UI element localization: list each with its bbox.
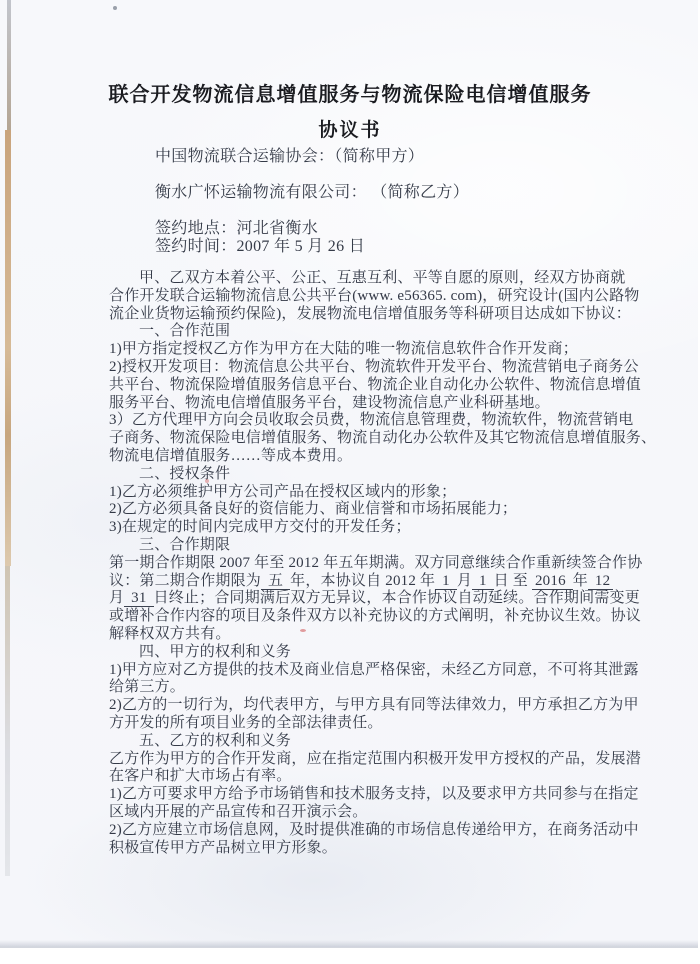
party-b-line: 衡水广怀运输物流有限公司： （简称乙方） [155,184,470,201]
body-line: 解释权双方共有。 [109,625,231,642]
underlined-blank: 五 [261,573,290,590]
body-line: 乙方作为甲方的合作开发商，应在指定范围内积极开发甲方授权的产品，发展潜 [109,750,642,767]
underlined-blank: 31 [124,590,153,607]
body-line: 合作开发联合运输物流信息公共平台(www. e56365. com)，研究设计(国内公路物 [109,287,640,304]
body-line: 二、授权条件 [139,465,231,482]
body-line: 1)乙方可要求甲方给予市场销售和技术服务支持，以及要求甲方共同参与在指定 [109,786,639,803]
body-line: 1)甲方指定授权乙方作为甲方在大陆的唯一物流信息软件合作开发商； [109,341,578,358]
underlined-blank: 12 [588,573,613,590]
body-line: 三、合作期限 [139,536,231,553]
underlined-blank: 1 [472,573,494,590]
body-text [109,270,657,857]
scan-speck-red [205,479,209,483]
page-bottom-shadow [0,940,698,948]
body-line: 子商务、物流保险电信增值服务、物流自动化办公软件及其它物流信息增值服务、 [109,430,657,447]
body-line: 一、合作范围 [139,323,231,340]
body-line: 3)在规定的时间内完成甲方交付的开发任务； [109,519,411,536]
body-line: 流企业货物运输预约保险)，发展物流电信增值服务等科研项目达成如下协议： [109,305,631,322]
body-line: 服务平台、物流电信增值服务平台，建设物流信息产业科研基地。 [109,394,550,411]
body-line: 月 31 日终止；合同期满后双方无异议，本合作协议自动延续。合作期间需变更 [109,590,640,607]
body-line: 物流电信增值服务……等成本费用。 [109,447,353,464]
body-line: 五、乙方的权利和义务 [139,732,292,749]
document-subtitle: 协议书 [318,120,382,141]
body-line: 3）乙方代理甲方向会员收取会员费，物流信息管理费，物流软件，物流营销电 [109,412,634,429]
body-line: 方开发的所有项目业务的全部法律责任。 [109,714,383,731]
body-line: 给第三方。 [109,679,186,696]
body-line: 区域内开展的产品宣传和召开演示会。 [109,803,368,820]
body-line: 2)授权开发项目：物流信息公共平台、物流软件开发平台、物流营销电子商务公 [109,358,639,375]
body-line: 在客户和扩大市场占有率。 [109,768,292,785]
body-line: 四、甲方的权利和义务 [139,643,292,660]
scan-edge-strip-lower [5,566,10,876]
sign-place-line: 签约地点：河北省衡水 [155,220,319,237]
body-line: 2)乙方应建立市场信息网，及时提供准确的市场信息传递给甲方，在商务活动中 [109,821,639,838]
body-line: 或增补合作内容的项目及条件双方以补充协议的方式阐明，补充协议生效。协议 [109,608,642,625]
body-line: 2)乙方的一切行为，均代表甲方，与甲方具有同等法律效力，甲方承担乙方为甲 [109,697,639,714]
body-line: 第一期合作期限 2007 年至 2012 年五年期满。双方同意继续合作重新续签合作协 [109,554,643,571]
underlined-blank: 2016 [532,573,573,590]
party-a-line: 中国物流联合运输协会：（简称甲方） [155,148,425,165]
scan-speck-gray [113,6,117,10]
scan-speck-red [300,629,306,632]
body-line: 议：第二期合作期限为 五 年，本协议自 2012 年 1 月 1 日 至 2016 年 12 [109,573,654,591]
body-line: 1)甲方应对乙方提供的技术及商业信息严格保密，未经乙方同意，不可将其泄露 [109,661,639,678]
body-line: 积极宣传甲方产品树立甲方形象。 [109,839,338,856]
scan-edge-strip-top [7,0,11,132]
document-title: 联合开发物流信息增值服务与物流保险电信增值服务 [108,84,592,106]
body-line: 2)乙方必须具备良好的资信能力、商业信誉和市场拓展能力； [109,501,518,518]
body-line: 甲、乙双方本着公平、公正、互惠互利、平等自愿的原则，经双方协商就 [139,270,626,286]
underlined-blank: 1 [435,573,457,590]
body-line: 共平台、物流保险增值服务信息平台、物流企业自动化办公软件、物流信息增值 [109,376,642,393]
sign-date-line: 签约时间：2007 年 5 月 26 日 [155,238,365,255]
scan-edge-strip-tan [5,130,11,566]
body-line: 1)乙方必须维护甲方公司产品在授权区域内的形象； [109,483,457,500]
